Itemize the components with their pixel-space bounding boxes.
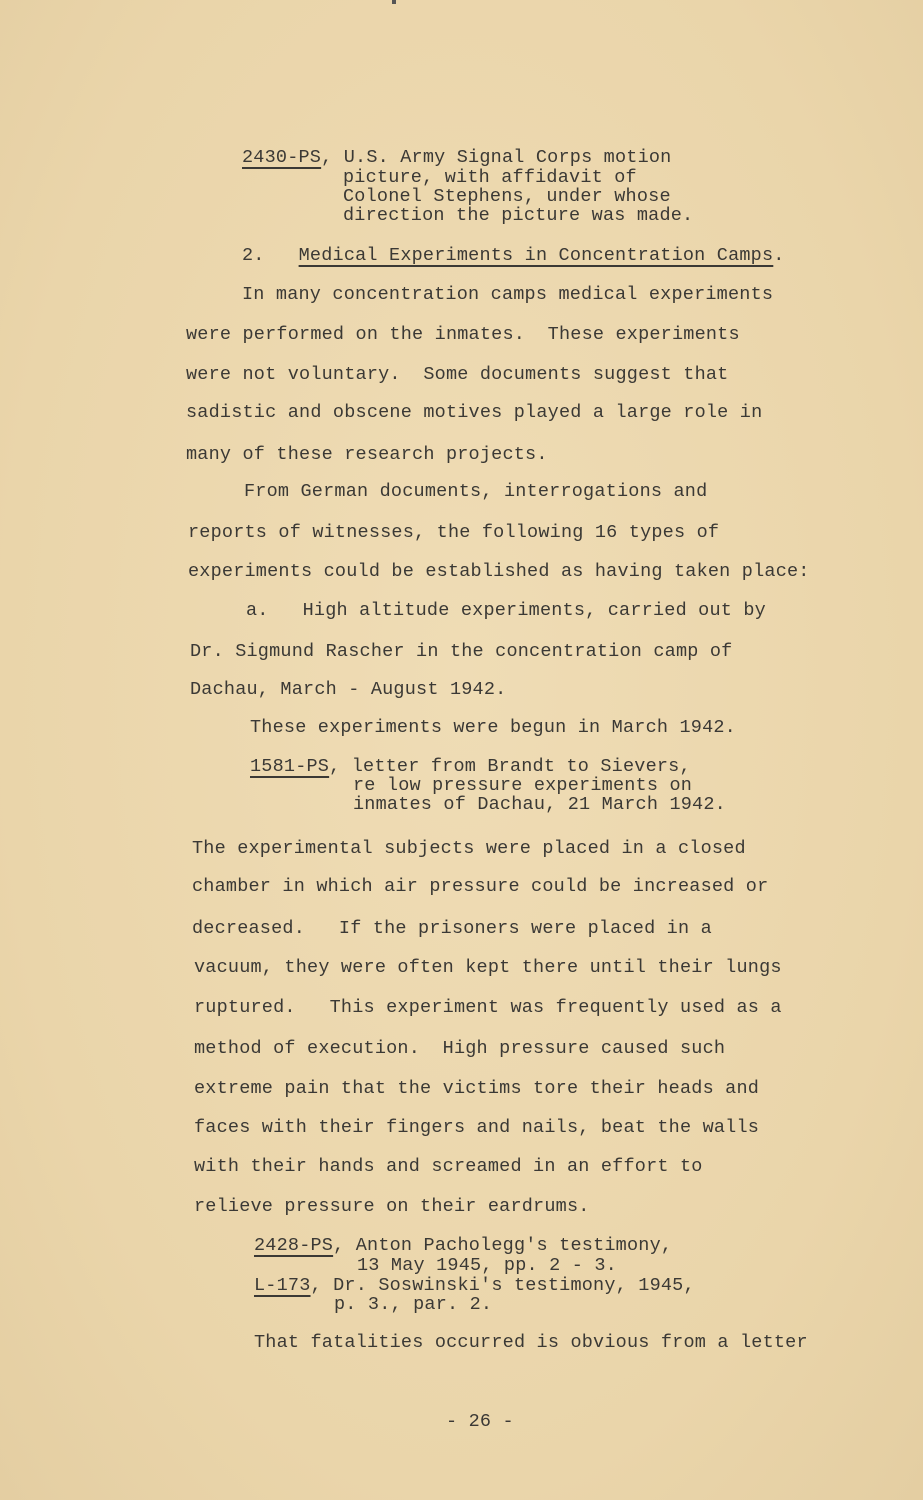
citation-text: 13 May 1945, pp. 2 - 3. xyxy=(357,1255,617,1276)
paragraph-line: Dr. Sigmund Rascher in the concentration camp of xyxy=(190,641,733,662)
paragraph-line: chamber in which air pressure could be increased or xyxy=(192,876,769,897)
paragraph-line: relieve pressure on their eardrums. xyxy=(194,1196,590,1217)
paragraph-line: reports of witnesses, the following 16 types of xyxy=(188,522,720,543)
section-title: Medical Experiments in Concentration Camps xyxy=(298,245,774,266)
paragraph-line: sadistic and obscene motives played a large role in xyxy=(186,402,763,423)
paragraph-line: many of these research projects. xyxy=(186,444,548,465)
citation-text: inmates of Dachau, 21 March 1942. xyxy=(353,794,726,815)
citation-ref: 1581-PS xyxy=(250,756,330,777)
paragraph-line: In many concentration camps medical experiments xyxy=(242,284,774,305)
citation-text: , Dr. Soswinski's testimony, 1945, xyxy=(310,1275,695,1296)
citation-ref: 2430-PS xyxy=(242,147,322,168)
list-text: High altitude experiments, carried out by xyxy=(302,600,766,621)
citation-text: , letter from Brandt to Sievers, xyxy=(329,756,691,777)
citation-text: re low pressure experiments on xyxy=(353,775,693,796)
citation-text: direction the picture was made. xyxy=(343,205,694,226)
paragraph-line: method of execution. High pressure caused such xyxy=(194,1038,726,1059)
citation-text: p. 3., par. 2. xyxy=(334,1294,493,1315)
paragraph-line: were not voluntary. Some documents suggest that xyxy=(186,364,729,385)
paragraph-line: Dachau, March - August 1942. xyxy=(190,679,507,700)
citation-ref: L-173 xyxy=(254,1275,311,1296)
paragraph-line: extreme pain that the victims tore their heads and xyxy=(194,1078,760,1099)
citation-text: , U.S. Army Signal Corps motion xyxy=(321,147,672,168)
citation-text: picture, with affidavit of xyxy=(343,167,637,188)
list-label: a. xyxy=(246,600,269,621)
paragraph-line: These experiments were begun in March 1942. xyxy=(250,717,736,738)
paragraph-line: were performed on the inmates. These experiments xyxy=(186,324,740,345)
paragraph-line: The experimental subjects were placed in a closed xyxy=(192,838,746,859)
paragraph-line: faces with their fingers and nails, beat the walls xyxy=(194,1117,760,1138)
citation-text: , Anton Pacholegg's testimony, xyxy=(333,1235,673,1256)
paragraph-line: ruptured. This experiment was frequently used as a xyxy=(194,997,782,1018)
binding-mark xyxy=(392,0,396,4)
citation-2428-ps xyxy=(254,1235,672,1257)
section-title-period: . xyxy=(773,245,785,266)
paragraph-line: vacuum, they were often kept there until their lungs xyxy=(194,957,782,978)
section-heading xyxy=(242,245,785,267)
citation-ref: 2428-PS xyxy=(254,1235,334,1256)
list-item-a xyxy=(246,600,766,622)
paragraph-line: with their hands and screamed in an effort to xyxy=(194,1156,703,1177)
paragraph-line: From German documents, interrogations and xyxy=(244,481,708,502)
paragraph-line: decreased. If the prisoners were placed in a xyxy=(192,918,712,939)
page-number: - 26 - xyxy=(446,1411,514,1432)
citation-text: Colonel Stephens, under whose xyxy=(343,186,671,207)
citation-2430-ps xyxy=(242,147,671,169)
paragraph-line: experiments could be established as having taken place: xyxy=(188,561,810,582)
paragraph-line: That fatalities occurred is obvious from a letter xyxy=(254,1332,808,1353)
section-number: 2. xyxy=(242,245,265,266)
